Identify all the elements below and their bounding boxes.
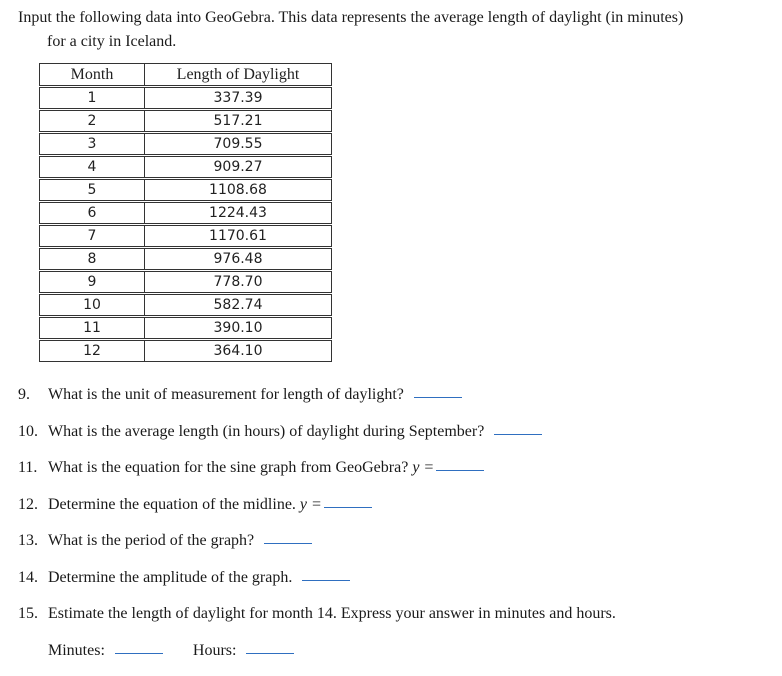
question-number: 15.	[18, 603, 48, 625]
month-cell: 10	[40, 294, 145, 317]
answer-blank[interactable]	[264, 542, 312, 544]
question-11	[18, 457, 616, 494]
table-row	[40, 87, 332, 110]
question-12	[18, 494, 616, 531]
minutes-label: Minutes:	[48, 642, 105, 659]
instructions	[18, 6, 782, 54]
month-cell: 3	[40, 133, 145, 156]
month-cell: 1	[40, 87, 145, 110]
length-cell: 364.10	[145, 340, 332, 362]
column-header-length: Length of Daylight	[145, 64, 332, 87]
table-header-row	[40, 64, 332, 87]
minutes-blank[interactable]	[115, 652, 163, 654]
table-row	[40, 271, 332, 294]
question-10	[18, 421, 616, 458]
equation-prefix: y =	[412, 459, 434, 476]
length-cell: 1108.68	[145, 179, 332, 202]
question-text: Determine the equation of the midline.	[48, 496, 296, 513]
question-text: What is the average length (in hours) of daylight during September?	[48, 423, 484, 440]
question-number: 11.	[18, 457, 48, 479]
question-number: 13.	[18, 530, 48, 552]
answer-blank[interactable]	[436, 469, 484, 471]
question-text: What is the period of the graph?	[48, 532, 254, 549]
instructions-line-2: for a city in Iceland.	[18, 30, 782, 54]
month-cell: 7	[40, 225, 145, 248]
table-row	[40, 340, 332, 362]
question-text: Determine the amplitude of the graph.	[48, 569, 292, 586]
equation-prefix: y =	[300, 496, 322, 513]
table-row	[40, 225, 332, 248]
table-row	[40, 202, 332, 225]
month-cell: 2	[40, 110, 145, 133]
month-cell: 6	[40, 202, 145, 225]
question-number: 14.	[18, 567, 48, 589]
question-number: 12.	[18, 494, 48, 516]
table-row	[40, 294, 332, 317]
question-9	[18, 384, 616, 421]
month-cell: 5	[40, 179, 145, 202]
length-cell: 909.27	[145, 156, 332, 179]
answer-row-15	[18, 640, 616, 676]
table-row	[40, 156, 332, 179]
table-row	[40, 179, 332, 202]
question-number: 10.	[18, 421, 48, 443]
question-text: What is the equation for the sine graph from GeoGebra?	[48, 459, 408, 476]
question-number: 9.	[18, 384, 48, 406]
table-row	[40, 110, 332, 133]
month-cell: 9	[40, 271, 145, 294]
answer-blank[interactable]	[302, 579, 350, 581]
length-cell: 709.55	[145, 133, 332, 156]
instructions-line-1: Input the following data into GeoGebra. This data represents the average length of daylight (in minutes)	[18, 9, 683, 26]
length-cell: 1224.43	[145, 202, 332, 225]
length-cell: 390.10	[145, 317, 332, 340]
month-cell: 4	[40, 156, 145, 179]
month-cell: 12	[40, 340, 145, 362]
hours-label: Hours:	[193, 642, 237, 659]
length-cell: 337.39	[145, 87, 332, 110]
table-row	[40, 248, 332, 271]
daylight-table	[39, 63, 332, 362]
month-cell: 11	[40, 317, 145, 340]
question-list	[18, 384, 616, 676]
table-row	[40, 133, 332, 156]
question-14	[18, 567, 616, 604]
question-15	[18, 603, 616, 640]
question-text: Estimate the length of daylight for month 14. Express your answer in minutes and hours.	[48, 605, 616, 622]
answer-blank[interactable]	[324, 506, 372, 508]
length-cell: 1170.61	[145, 225, 332, 248]
length-cell: 582.74	[145, 294, 332, 317]
table-row	[40, 317, 332, 340]
column-header-month: Month	[40, 64, 145, 87]
answer-blank[interactable]	[414, 396, 462, 398]
hours-blank[interactable]	[246, 652, 294, 654]
answer-blank[interactable]	[494, 433, 542, 435]
length-cell: 778.70	[145, 271, 332, 294]
length-cell: 976.48	[145, 248, 332, 271]
month-cell: 8	[40, 248, 145, 271]
length-cell: 517.21	[145, 110, 332, 133]
question-13	[18, 530, 616, 567]
question-text: What is the unit of measurement for length of daylight?	[48, 386, 404, 403]
